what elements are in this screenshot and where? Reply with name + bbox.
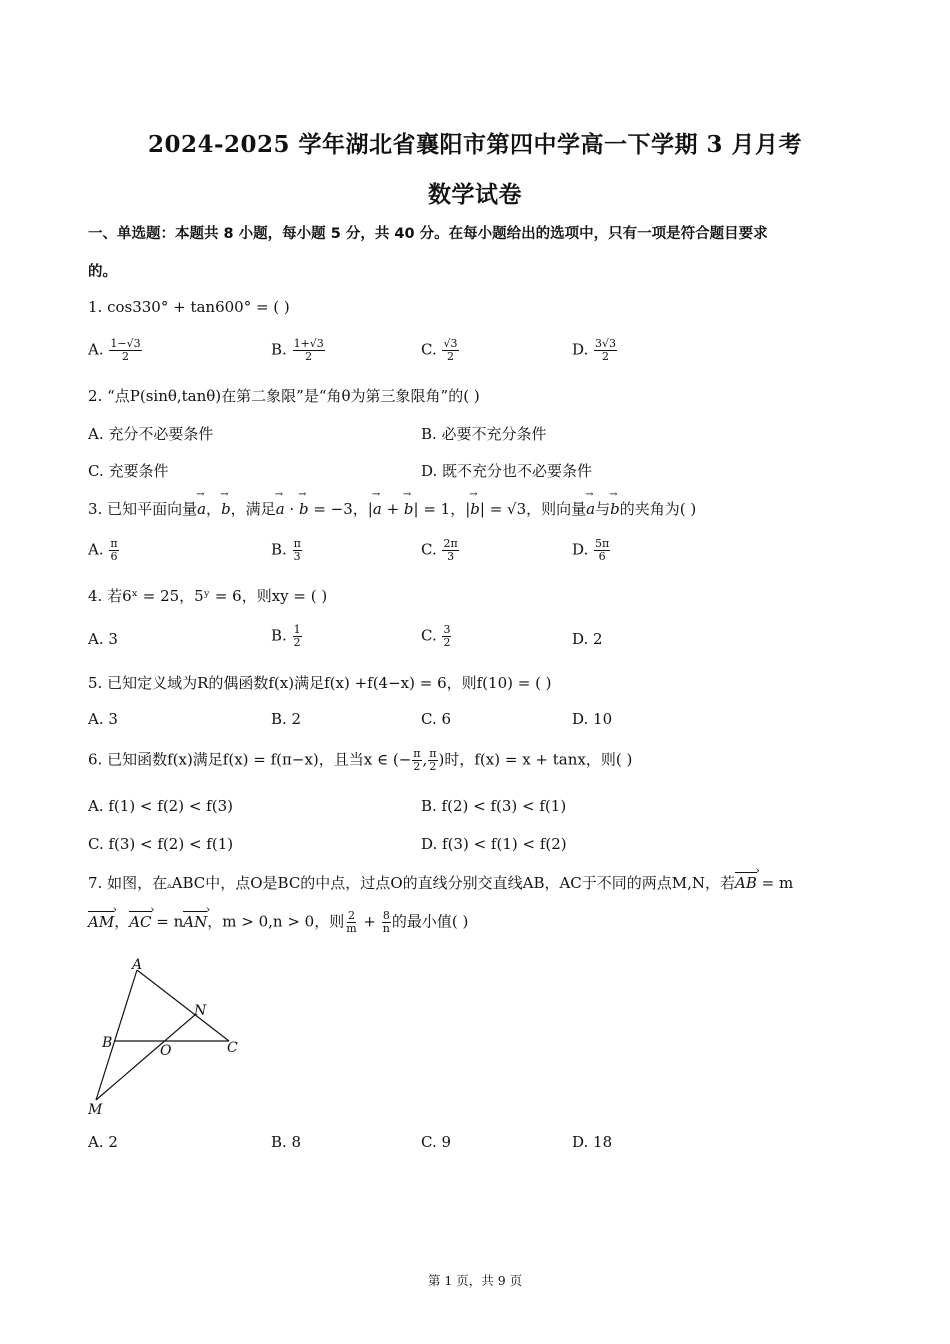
q3-stem: 3. 已知平面向量→ a，→ b，满足→ a · → b = −3，|→ a + → b| = 1，|→ b| = √3，则向量→ a与→ b的夹角为( ) bbox=[88, 498, 696, 519]
q3-option-a: A. $\frac{\pi}{6}$ bbox=[88, 537, 118, 563]
q7-option-d: D. 18 bbox=[572, 1133, 613, 1151]
q1-stem: 1. cos330° + tan600° = ( ) bbox=[88, 298, 290, 316]
q7-stem-line2: AM ›，AC › = nAN ›，m > 0,n > 0，则 $\frac{2}{m}$ + $\frac{8}{n}$ 的最小值( ) bbox=[88, 910, 468, 935]
line-MN bbox=[96, 1014, 196, 1100]
q4-option-a: A. 3 bbox=[88, 630, 118, 648]
q4-option-b: B. $\frac{1}{2}$ bbox=[271, 623, 301, 649]
label-N: N bbox=[194, 1003, 207, 1019]
label-O: O bbox=[160, 1043, 172, 1059]
q4-option-d: D. 2 bbox=[572, 630, 603, 648]
q6-option-b: B. f(2) < f(3) < f(1) bbox=[421, 797, 567, 815]
q1-option-c: C. $\frac{√3}{2}$ bbox=[421, 337, 458, 363]
q1-option-a: A. $\frac{1-√3}{2}$ bbox=[88, 337, 141, 363]
q3-option-d: D. $\frac{5\pi}{6}$ bbox=[572, 537, 610, 563]
q6-stem: 6. 已知函数f(x)满足f(x) = f(π−x)，且当x ∈ (− $\frac{\pi}{2}$ , $\frac{\pi}{2}$ )时，f(x) = x + tanx，则( ) bbox=[88, 747, 633, 773]
line-AC bbox=[137, 970, 229, 1041]
q2-stem: 2. “点P(sinθ,tanθ)在第二象限”是“角θ为第三象限角”的( ) bbox=[88, 387, 480, 405]
q1-option-d: D. $\frac{3√3}{2}$ bbox=[572, 337, 617, 363]
q7-option-a: A. 2 bbox=[88, 1133, 118, 1151]
q4-option-c: C. $\frac{3}{2}$ bbox=[421, 623, 451, 649]
q2-option-a: A. 充分不必要条件 bbox=[88, 425, 214, 443]
q2-option-d: D. 既不充分也不必要条件 bbox=[421, 462, 593, 480]
q3-option-c: C. $\frac{2\pi}{3}$ bbox=[421, 537, 458, 563]
q7-option-b: B. 8 bbox=[271, 1133, 302, 1151]
q5-option-c: C. 6 bbox=[421, 710, 452, 728]
q7-option-c: C. 9 bbox=[421, 1133, 452, 1151]
exam-title-line2: 数学试卷 bbox=[428, 181, 522, 208]
q3-option-b: B. $\frac{\pi}{3}$ bbox=[271, 537, 301, 563]
q2-option-c: C. 充要条件 bbox=[88, 462, 169, 480]
q5-option-a: A. 3 bbox=[88, 710, 118, 728]
q2-option-b: B. 必要不充分条件 bbox=[421, 425, 547, 443]
q6-option-d: D. f(3) < f(1) < f(2) bbox=[421, 835, 567, 853]
q7-stem-line1: 7. 如图，在▵ABC中，点O是BC的中点，过点O的直线分别交直线AB，AC于不同的两点M,N，若AB › = m bbox=[88, 872, 793, 893]
q5-option-b: B. 2 bbox=[271, 710, 302, 728]
label-C: C bbox=[227, 1040, 238, 1056]
q5-option-d: D. 10 bbox=[572, 710, 613, 728]
label-B: B bbox=[102, 1035, 113, 1051]
page-footer: 第 1 页，共 9 页 bbox=[427, 1273, 523, 1288]
q6-option-a: A. f(1) < f(2) < f(3) bbox=[88, 797, 233, 815]
exam-title-line1: 2024-2025 学年湖北省襄阳市第四中学高一下学期 3 月月考 bbox=[147, 131, 803, 158]
section-heading: 一、单选题：本题共 8 小题，每小题 5 分，共 40 分。在每小题给出的选项中，只有一项是符合题目要求 bbox=[88, 226, 768, 242]
section-heading-cont: 的。 bbox=[88, 264, 117, 280]
q1-option-b: B. $\frac{1+√3}{2}$ bbox=[271, 337, 324, 363]
q4-stem: 4. 若6ˣ = 25，5ʸ = 6，则xy = ( ) bbox=[88, 587, 328, 605]
label-A: A bbox=[132, 957, 143, 973]
q5-stem: 5. 已知定义域为R的偶函数f(x)满足f(x) +f(4−x) = 6，则f(10) = ( ) bbox=[88, 674, 552, 692]
label-M: M bbox=[88, 1102, 103, 1118]
triangle-figure bbox=[84, 954, 254, 1124]
q6-option-c: C. f(3) < f(2) < f(1) bbox=[88, 835, 234, 853]
